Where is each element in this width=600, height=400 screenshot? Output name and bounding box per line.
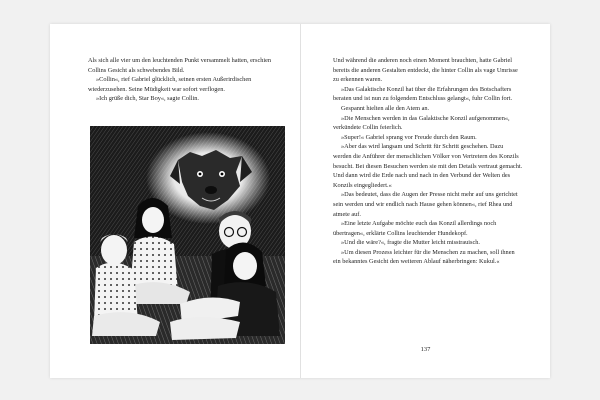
paragraph: Gespannt hielten alle den Atem an. bbox=[341, 104, 430, 112]
paragraph: »Die Menschen werden in das Galaktische Konzil aufgenommen«, verkündete Collin feierlich. bbox=[333, 114, 510, 132]
paragraph: »Aber das wird langsam und Schritt für Schritt geschehen. Dazu werden die Anführer der menschlichen Völker von Vertretern des Konzils besucht. Bei diesen Besuchen werden sie mit den Details vertraut gemacht. Und dann wird die Erde nach und nach in den Verbund der Welten des Konzils eingegliedert.« bbox=[333, 143, 523, 189]
book-spread bbox=[50, 24, 550, 378]
paragraph: Und während die anderen noch einen Moment brauchten, hatte Gabriel bereits die anderen Gestalten entdeckt, die hinter Collin als vage Umrisse zu erkennen waren. bbox=[333, 57, 518, 84]
right-page-text bbox=[333, 56, 523, 267]
illustration bbox=[90, 126, 285, 344]
paragraph: »Und die wäre?«, fragte die Mutter leicht misstrauisch. bbox=[341, 239, 481, 247]
left-page-text bbox=[88, 56, 273, 104]
left-page bbox=[50, 24, 300, 378]
right-page bbox=[301, 24, 550, 378]
paragraph: Als sich alle vier um den leuchtenden Punkt versammelt hatten, erschien Collins Gesicht als schwebendes Bild. bbox=[88, 57, 272, 74]
paragraph: »Collin«, rief Gabriel glücklich, seinen ersten Außerirdischen wiederzusehen. Seine Müdigkeit war sofort verflogen. bbox=[88, 76, 252, 93]
paragraph: »Ich grüße dich, Star Boy«, sagte Collin. bbox=[96, 95, 200, 103]
paragraph: »Eine letzte Aufgabe möchte euch das Konzil allerdings noch übertragen«, erklärte Collins leuchtender Hundekopf. bbox=[333, 220, 497, 237]
paragraph: »Um diesen Prozess leichter für die Menschen zu machen, soll ihnen ein bekanntes Gesicht den weiteren Ablauf näherbringen: Kukul.« bbox=[333, 248, 515, 266]
paragraph: »Das Galaktische Konzil hat über die Erfahrungen des Botschafters beraten und ist nun zu folgendem Entschluss gelangt«, fuhr Collin fort. bbox=[333, 85, 513, 103]
page-number: 137 bbox=[420, 346, 431, 353]
paragraph: »Super!« Gabriel sprang vor Freude durch den Raum. bbox=[341, 133, 477, 141]
paragraph: »Das bedeutet, dass die Augen der Presse nicht mehr auf uns gerichtet sein werden und wir endlich nach Hause gehen können«, rief Rhea und atmete auf. bbox=[333, 191, 518, 218]
